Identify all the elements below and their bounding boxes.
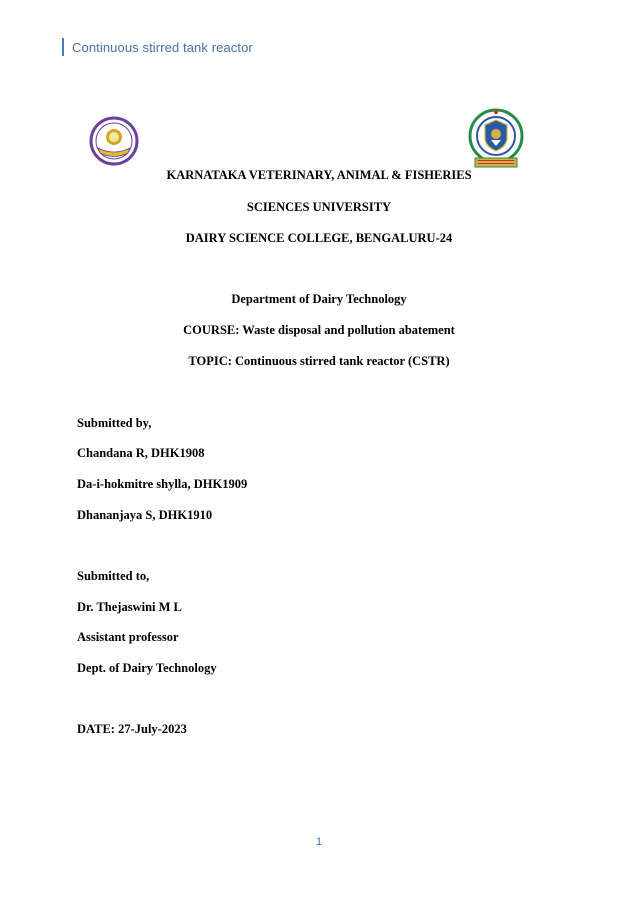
submitted-to-label: Submitted to, (77, 569, 150, 583)
student-name: Dhananjaya S, DHK1910 (77, 508, 213, 522)
header-accent-bar (62, 38, 64, 56)
university-emblem-left (89, 116, 139, 166)
university-name-line2: SCIENCES UNIVERSITY (246, 200, 392, 214)
submitted-by-label: Submitted by, (77, 416, 152, 430)
guide-department: Dept. of Dairy Technology (77, 661, 217, 675)
college-name: DAIRY SCIENCE COLLEGE, BENGALURU-24 (185, 231, 453, 245)
topic-title: TOPIC: Continuous stirred tank reactor (CSTR) (188, 354, 450, 368)
student-name: Da-i-hokmitre shylla, DHK1909 (77, 477, 248, 491)
department-title: Department of Dairy Technology (231, 292, 407, 306)
page-number: 1 (315, 836, 323, 848)
page-header (62, 38, 253, 56)
submission-date: DATE: 27-July-2023 (77, 722, 187, 736)
course-title: COURSE: Waste disposal and pollution abatement (183, 323, 455, 337)
college-emblem-right (465, 108, 527, 170)
guide-name: Dr. Thejaswini M L (77, 600, 182, 614)
student-name: Chandana R, DHK1908 (77, 446, 205, 460)
university-name-line1: KARNATAKA VETERINARY, ANIMAL & FISHERIES (166, 168, 472, 182)
header-title: Continuous stirred tank reactor (72, 39, 253, 55)
guide-designation: Assistant professor (77, 630, 179, 644)
